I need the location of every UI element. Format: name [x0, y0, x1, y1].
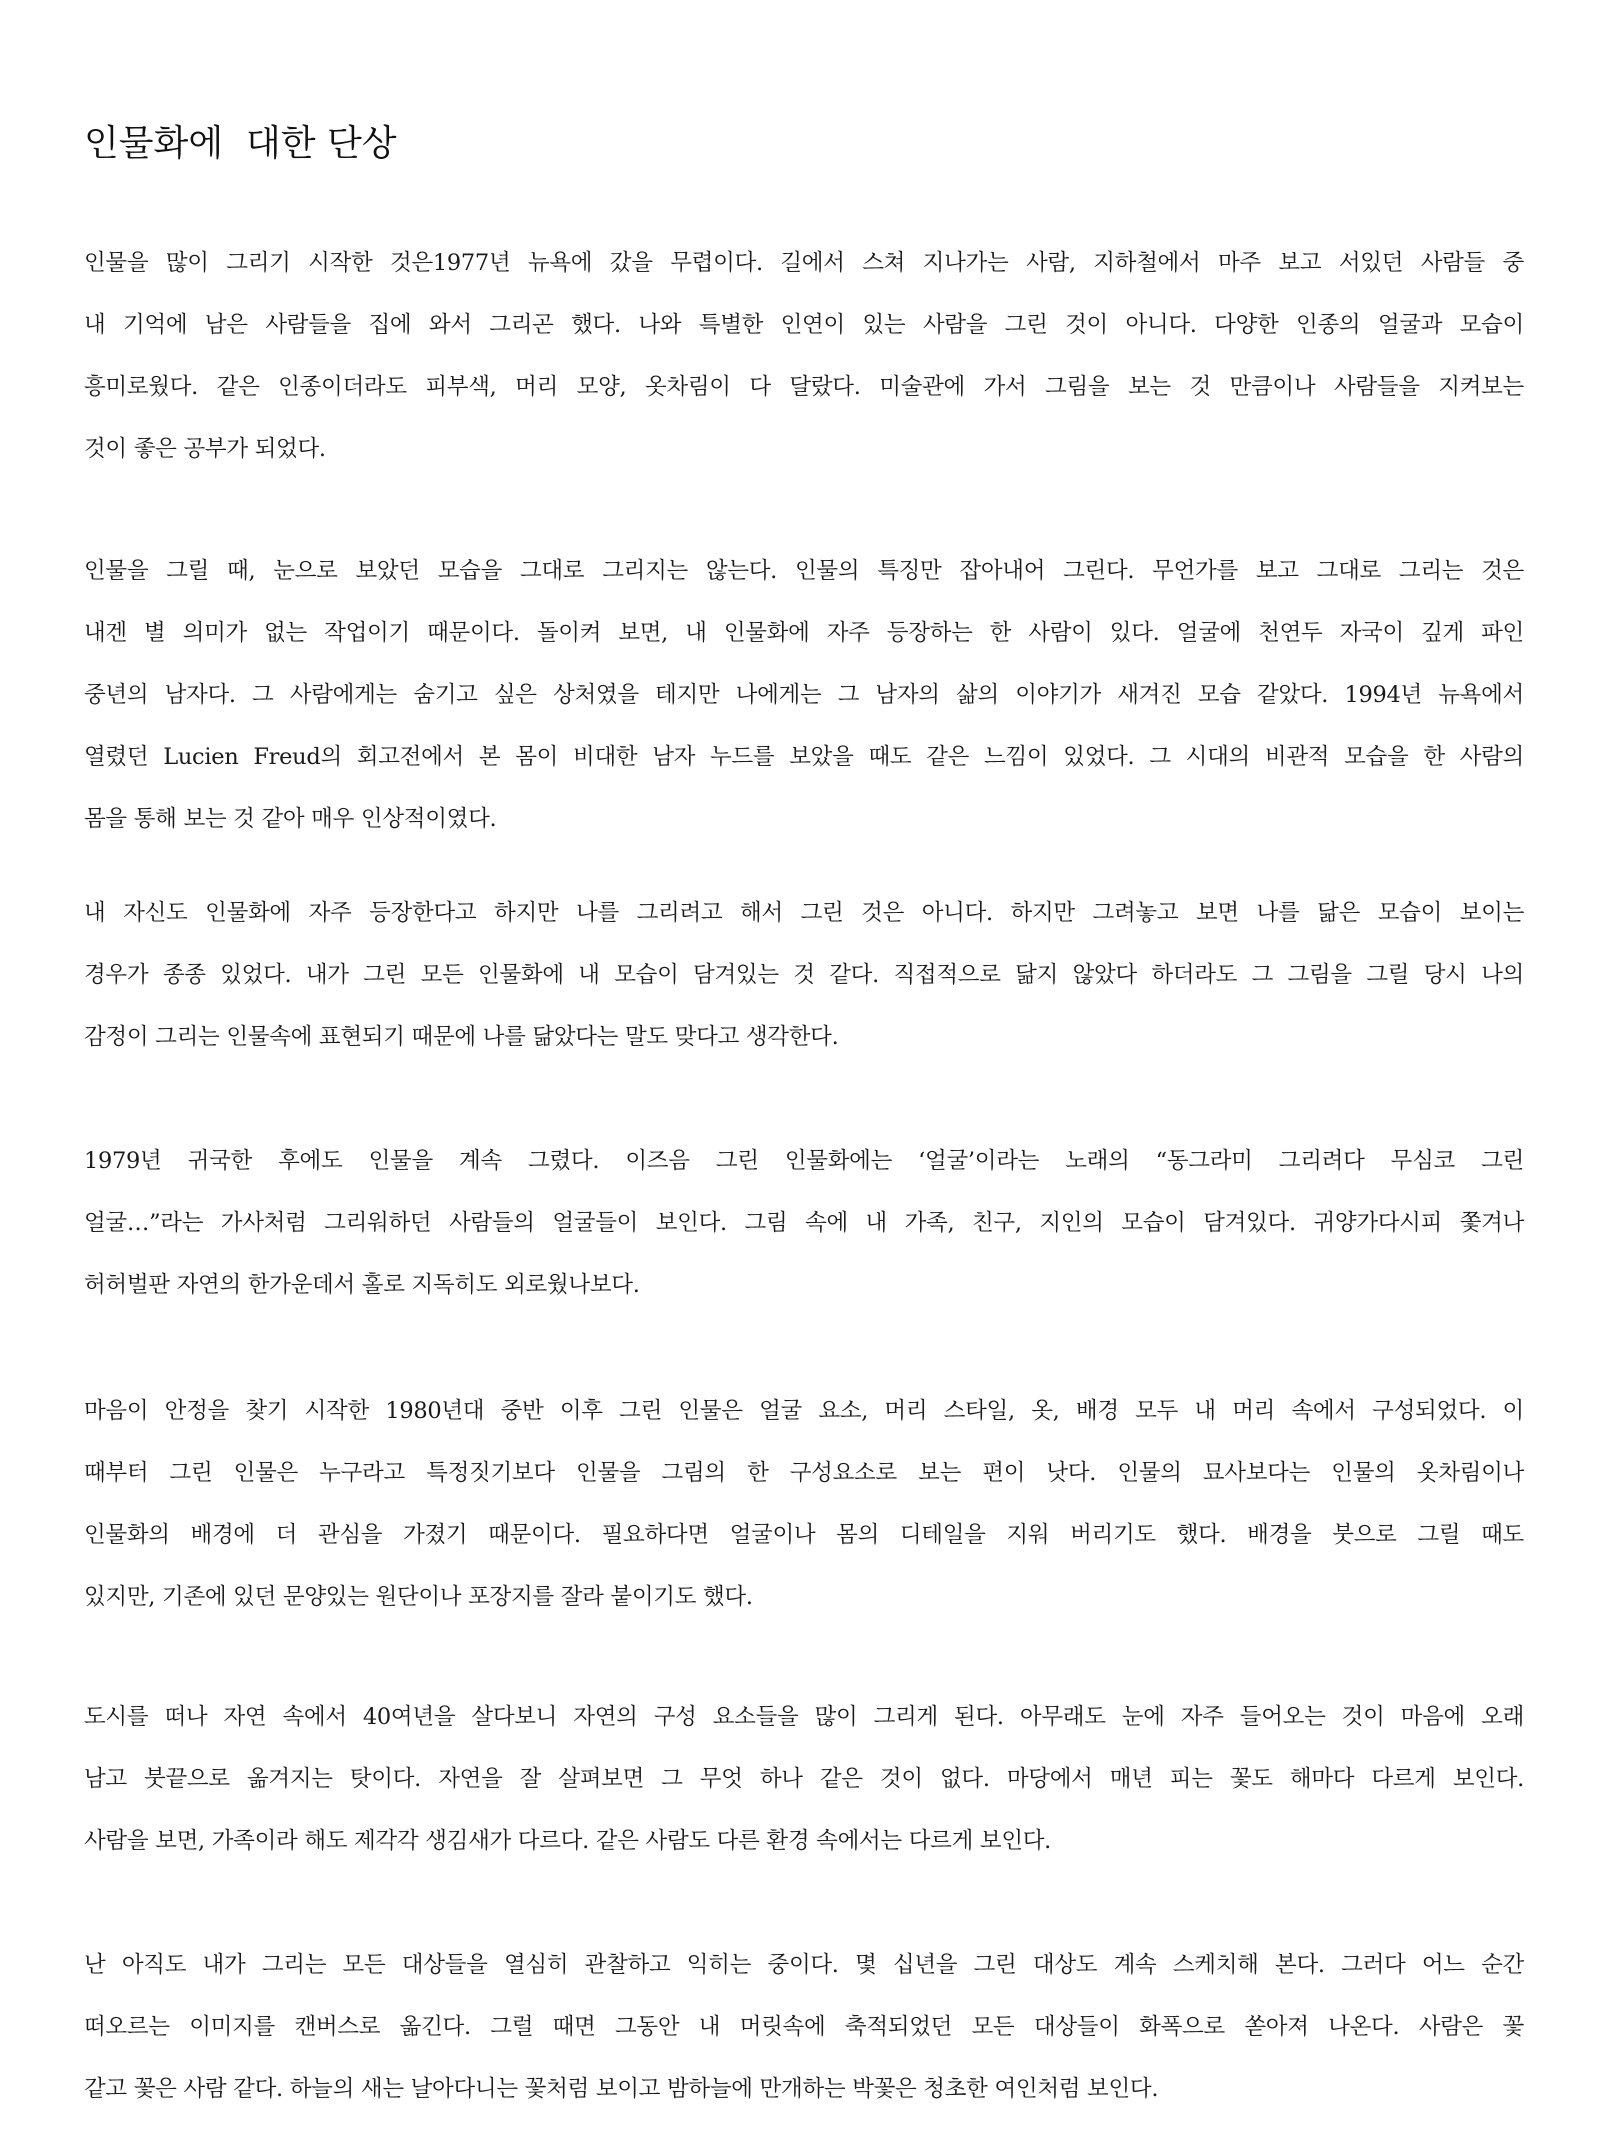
paragraph-line: 때부터 그린 인물은 누구라고 특정짓기보다 인물을 그림의 한 구성요소로 보는 편이 낫다. 인물의 묘사보다는 인물의 옷차림이나	[84, 1460, 1524, 1486]
paragraph-line: 허허벌판 자연의 한가운데서 홀로 지독히도 외로웠나보다.	[84, 1272, 640, 1298]
paragraph-7	[84, 1934, 1524, 2120]
paragraph-line: 같고 꽃은 사람 같다. 하늘의 새는 날아다니는 꽃처럼 보이고 밤하늘에 만개하는 박꽃은 청초한 여인처럼 보인다.	[84, 2076, 1159, 2102]
paragraph-line: 내 기억에 남은 사람들을 집에 와서 그리곤 했다. 나와 특별한 인연이 있는 사람을 그린 것이 아니다. 다양한 인종의 얼굴과 모습이	[84, 312, 1524, 338]
paragraph-line: 인물을 그릴 때, 눈으로 보았던 모습을 그대로 그리지는 않는다. 인물의 특징만 잡아내어 그린다. 무언가를 보고 그대로 그리는 것은	[84, 558, 1524, 584]
paragraph-line: 있지만, 기존에 있던 문양있는 원단이나 포장지를 잘라 붙이기도 했다.	[84, 1584, 753, 1610]
paragraph-line: 경우가 종종 있었다. 내가 그린 모든 인물화에 내 모습이 담겨있는 것 같다. 직접적으로 닮지 않았다 하더라도 그 그림을 그릴 당시 나의	[84, 962, 1524, 988]
paragraph-line: 사람을 보면, 가족이라 해도 제각각 생김새가 다르다. 같은 사람도 다른 환경 속에서는 다르게 보인다.	[84, 1828, 1052, 1854]
paragraph-line: 남고 붓끝으로 옮겨지는 탓이다. 자연을 잘 살펴보면 그 무엇 하나 같은 것이 없다. 마당에서 매년 피는 꽃도 해마다 다르게 보인다.	[84, 1766, 1524, 1792]
paragraph-line: 감정이 그리는 인물속에 표현되기 때문에 나를 닮았다는 말도 맞다고 생각한다.	[84, 1024, 839, 1050]
paragraph-line: 마음이 안정을 찾기 시작한 1980년대 중반 이후 그린 인물은 얼굴 요소, 머리 스타일, 옷, 배경 모두 내 머리 속에서 구성되었다. 이	[84, 1398, 1524, 1424]
paragraph-line: 열렸던 Lucien Freud의 회고전에서 본 몸이 비대한 남자 누드를 보았을 때도 같은 느낌이 있었다. 그 시대의 비관적 모습을 한 사람의	[84, 744, 1524, 770]
paragraph-6	[84, 1686, 1524, 1872]
paragraph-1	[84, 232, 1524, 480]
paragraph-2	[84, 540, 1524, 850]
paragraph-3	[84, 882, 1524, 1068]
paragraph-line: 몸을 통해 보는 것 같아 매우 인상적이였다.	[84, 806, 497, 832]
paragraph-4	[84, 1130, 1524, 1316]
paragraph-line: 1979년 귀국한 후에도 인물을 계속 그렸다. 이즈음 그린 인물화에는 ‘얼굴’이라는 노래의 “동그라미 그리려다 무심코 그린	[84, 1148, 1524, 1174]
paragraph-line: 도시를 떠나 자연 속에서 40여년을 살다보니 자연의 구성 요소들을 많이 그리게 된다. 아무래도 눈에 자주 들어오는 것이 마음에 오래	[84, 1704, 1524, 1730]
page-title: 인물화에 대한 단상	[84, 123, 397, 164]
paragraph-line: 내 자신도 인물화에 자주 등장한다고 하지만 나를 그리려고 해서 그린 것은 아니다. 하지만 그려놓고 보면 나를 닮은 모습이 보이는	[84, 900, 1524, 926]
paragraph-line: 얼굴…”라는 가사처럼 그리워하던 사람들의 얼굴들이 보인다. 그림 속에 내 가족, 친구, 지인의 모습이 담겨있다. 귀양가다시피 쫓겨나	[84, 1210, 1524, 1236]
paragraph-line: 떠오르는 이미지를 캔버스로 옮긴다. 그럴 때면 그동안 내 머릿속에 축적되었던 모든 대상들이 화폭으로 쏟아져 나온다. 사람은 꽃	[84, 2014, 1524, 2040]
paragraph-line: 중년의 남자다. 그 사람에게는 숨기고 싶은 상처였을 테지만 나에게는 그 남자의 삶의 이야기가 새겨진 모습 같았다. 1994년 뉴욕에서	[84, 682, 1524, 708]
paragraph-line: 인물을 많이 그리기 시작한 것은1977년 뉴욕에 갔을 무렵이다. 길에서 스쳐 지나가는 사람, 지하철에서 마주 보고 서있던 사람들 중	[84, 250, 1524, 276]
paragraph-line: 흥미로웠다. 같은 인종이더라도 피부색, 머리 모양, 옷차림이 다 달랐다. 미술관에 가서 그림을 보는 것 만큼이나 사람들을 지켜보는	[84, 374, 1524, 400]
paragraph-5	[84, 1380, 1524, 1628]
paragraph-line: 난 아직도 내가 그리는 모든 대상들을 열심히 관찰하고 익히는 중이다. 몇 십년을 그린 대상도 계속 스케치해 본다. 그러다 어느 순간	[84, 1952, 1524, 1978]
paragraph-line: 내겐 별 의미가 없는 작업이기 때문이다. 돌이켜 보면, 내 인물화에 자주 등장하는 한 사람이 있다. 얼굴에 천연두 자국이 깊게 파인	[84, 620, 1524, 646]
paragraph-line: 인물화의 배경에 더 관심을 가졌기 때문이다. 필요하다면 얼굴이나 몸의 디테일을 지워 버리기도 했다. 배경을 붓으로 그릴 때도	[84, 1522, 1524, 1548]
paragraph-line: 것이 좋은 공부가 되었다.	[84, 436, 326, 462]
